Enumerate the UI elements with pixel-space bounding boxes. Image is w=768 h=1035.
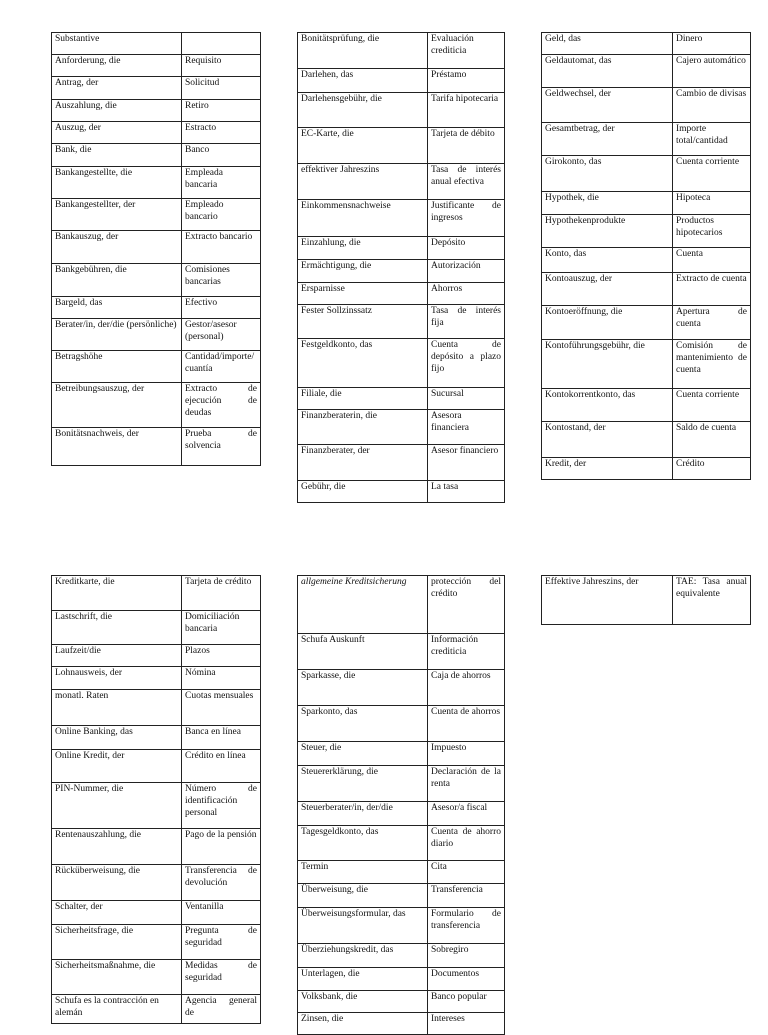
german-term-cell: Geldautomat, das — [542, 55, 673, 88]
spanish-translation-cell: Cuenta de ahorros — [428, 706, 505, 742]
spanish-translation-cell: Cambio de divisas — [673, 88, 751, 123]
table-row — [52, 100, 261, 122]
german-term-cell: Bank, die — [52, 144, 182, 167]
spanish-translation-cell: Solicitud — [182, 77, 261, 100]
spanish-translation-cell: Caja de ahorros — [428, 670, 505, 706]
german-term-cell: Darlehensgebühr, die — [298, 93, 428, 128]
table-row — [52, 55, 261, 77]
table-row — [298, 908, 505, 944]
table-row — [542, 576, 751, 625]
table-row — [52, 351, 261, 383]
table-row — [52, 667, 261, 690]
table-row — [298, 260, 505, 283]
table-row — [542, 88, 751, 123]
german-term-cell: Substantive — [52, 33, 182, 55]
table-row — [298, 200, 505, 237]
table-row — [542, 33, 751, 55]
spanish-translation-cell: TAE: Tasa anual equivalente — [673, 576, 751, 625]
german-term-cell: monatl. Raten — [52, 690, 182, 726]
spanish-translation-cell: Intereses — [428, 1013, 505, 1035]
table-row — [542, 306, 751, 340]
table-row — [298, 93, 505, 128]
german-term-cell: Volksbank, die — [298, 991, 428, 1013]
table-row — [298, 944, 505, 968]
spanish-translation-cell: Medidas de seguridad — [182, 960, 261, 995]
german-term-cell: Sicherheitsfrage, die — [52, 925, 182, 960]
german-term-cell: Kredit, der — [542, 458, 673, 480]
spanish-translation-cell: Justificante de ingresos — [428, 200, 505, 237]
german-term-cell: Bankangestellte, die — [52, 167, 182, 199]
spanish-translation-cell: Apertura de cuenta — [673, 306, 751, 340]
spanish-translation-cell: Cajero automático — [673, 55, 751, 88]
spanish-translation-cell: Banca en línea — [182, 726, 261, 750]
german-term-cell: Zinsen, die — [298, 1013, 428, 1035]
spanish-translation-cell: Sucursal — [428, 388, 505, 410]
german-term-cell: allgemeine Kreditsicherung — [298, 576, 428, 634]
table-row — [542, 340, 751, 389]
spanish-translation-cell: Extracto bancario — [182, 231, 261, 264]
table-row — [298, 802, 505, 826]
german-term-cell: Kontostand, der — [542, 422, 673, 458]
spanish-translation-cell: Banco — [182, 144, 261, 167]
spanish-translation-cell: Ventanilla — [182, 901, 261, 925]
german-term-cell: Hypothek, die — [542, 192, 673, 215]
table-row — [52, 726, 261, 750]
table-row — [542, 458, 751, 480]
spanish-translation-cell: Evaluación crediticia — [428, 33, 505, 69]
german-term-cell: Sparkonto, das — [298, 706, 428, 742]
german-term-cell: Kontoeröffnung, die — [542, 306, 673, 340]
spanish-translation-cell: Impuesto — [428, 742, 505, 766]
table-row — [52, 264, 261, 297]
spanish-translation-cell: Tasa de interés fija — [428, 305, 505, 339]
german-term-cell: Bankauszug, der — [52, 231, 182, 264]
german-term-cell: effektiver Jahreszins — [298, 164, 428, 200]
table-row — [542, 422, 751, 458]
german-term-cell: Konto, das — [542, 248, 673, 273]
german-term-cell: Hypothekenprodukte — [542, 215, 673, 248]
german-term-cell: Schufa es la contracción en alemán — [52, 995, 182, 1024]
spanish-translation-cell: Depósito — [428, 237, 505, 260]
table-row — [298, 69, 505, 93]
table-row — [52, 383, 261, 428]
german-term-cell: Online Kredit, der — [52, 750, 182, 783]
spanish-translation-cell: Tasa de interés anual efectiva — [428, 164, 505, 200]
table-row — [542, 389, 751, 422]
table-row — [542, 156, 751, 192]
spanish-translation-cell: Saldo de cuenta — [673, 422, 751, 458]
spanish-translation-cell: Plazos — [182, 645, 261, 667]
spanish-translation-cell: Extracto de ejecución de deudas — [182, 383, 261, 428]
spanish-translation-cell: Transferencia de devolución — [182, 865, 261, 901]
spanish-translation-cell: protección del crédito — [428, 576, 505, 634]
spanish-translation-cell: Tarjeta de crédito — [182, 576, 261, 611]
german-term-cell: Berater/in, der/die (persönliche) — [52, 319, 182, 351]
table-row — [52, 783, 261, 829]
german-term-cell: Schufa Auskunft — [298, 634, 428, 670]
spanish-translation-cell: Cuenta de ahorro diario — [428, 826, 505, 861]
table-row — [52, 144, 261, 167]
german-term-cell: Unterlagen, die — [298, 968, 428, 991]
spanish-translation-cell: Prueba de solvencia — [182, 428, 261, 466]
table-row — [298, 33, 505, 69]
spanish-translation-cell: Comisiones bancarias — [182, 264, 261, 297]
spanish-translation-cell: Cantidad/importe/cuantía — [182, 351, 261, 383]
spanish-translation-cell: Cuenta corriente — [673, 156, 751, 192]
german-term-cell: Auszug, der — [52, 122, 182, 144]
table-row — [52, 77, 261, 100]
german-term-cell: Kreditkarte, die — [52, 576, 182, 611]
german-term-cell: Bankgebühren, die — [52, 264, 182, 297]
german-term-cell: Antrag, der — [52, 77, 182, 100]
german-term-cell: Ermächtigung, die — [298, 260, 428, 283]
table-row — [52, 750, 261, 783]
table-row — [298, 742, 505, 766]
table-row — [52, 611, 261, 645]
spanish-translation-cell: Crédito en línea — [182, 750, 261, 783]
german-term-cell: Überweisung, die — [298, 884, 428, 908]
spanish-translation-cell: Agencia general de — [182, 995, 261, 1024]
table-row — [298, 991, 505, 1013]
table-row — [298, 388, 505, 410]
spanish-translation-cell: Tarifa hipotecaria — [428, 93, 505, 128]
spanish-translation-cell: Asesor financiero — [428, 445, 505, 481]
spanish-translation-cell: Estracto — [182, 122, 261, 144]
table-row — [52, 960, 261, 995]
german-term-cell: Rentenauszahlung, die — [52, 829, 182, 865]
german-term-cell: Bonitätsprüfung, die — [298, 33, 428, 69]
german-term-cell: Betragshöhe — [52, 351, 182, 383]
spanish-translation-cell: Banco popular — [428, 991, 505, 1013]
german-term-cell: Steuer, die — [298, 742, 428, 766]
table-row — [542, 273, 751, 306]
spanish-translation-cell: Cuotas mensuales — [182, 690, 261, 726]
german-term-cell: Lastschrift, die — [52, 611, 182, 645]
spanish-translation-cell: Crédito — [673, 458, 751, 480]
table-row — [298, 826, 505, 861]
spanish-translation-cell — [182, 33, 261, 55]
glossary-table-2 — [297, 32, 505, 503]
german-term-cell: PIN-Nummer, die — [52, 783, 182, 829]
german-term-cell: Kontoauszug, der — [542, 273, 673, 306]
german-term-cell: Geldwechsel, der — [542, 88, 673, 123]
spanish-translation-cell: Hipoteca — [673, 192, 751, 215]
german-term-cell: Filiale, die — [298, 388, 428, 410]
spanish-translation-cell: Nómina — [182, 667, 261, 690]
german-term-cell: Fester Sollzinssatz — [298, 305, 428, 339]
spanish-translation-cell: Pregunta de seguridad — [182, 925, 261, 960]
table-row — [52, 231, 261, 264]
german-term-cell: Laufzeit/die — [52, 645, 182, 667]
spanish-translation-cell: Productos hipotecarios — [673, 215, 751, 248]
table-row — [298, 706, 505, 742]
german-term-cell: Bankangestellter, der — [52, 199, 182, 231]
german-term-cell: Steuerberater/in, der/die — [298, 802, 428, 826]
table-row — [298, 968, 505, 991]
german-term-cell: Kontoführungsgebühr, die — [542, 340, 673, 389]
spanish-translation-cell: Ahorros — [428, 283, 505, 305]
spanish-translation-cell: Extracto de cuenta — [673, 273, 751, 306]
table-row — [52, 645, 261, 667]
table-row — [298, 410, 505, 445]
german-term-cell: EC-Karte, die — [298, 128, 428, 164]
table-row — [52, 297, 261, 319]
table-row — [298, 445, 505, 481]
german-term-cell: Geld, das — [542, 33, 673, 55]
table-row — [298, 861, 505, 884]
table-row — [298, 481, 505, 503]
spanish-translation-cell: Empleado bancario — [182, 199, 261, 231]
glossary-table-1 — [51, 32, 261, 466]
glossary-table-5 — [297, 575, 505, 1035]
german-term-cell: Lohnausweis, der — [52, 667, 182, 690]
spanish-translation-cell: Documentos — [428, 968, 505, 991]
table-row — [52, 167, 261, 199]
table-row — [52, 829, 261, 865]
spanish-translation-cell: Sobregiro — [428, 944, 505, 968]
german-term-cell: Bargeld, das — [52, 297, 182, 319]
table-row — [542, 248, 751, 273]
table-row — [298, 634, 505, 670]
german-term-cell: Online Banking, das — [52, 726, 182, 750]
table-row — [542, 123, 751, 156]
german-term-cell: Schalter, der — [52, 901, 182, 925]
german-term-cell: Termin — [298, 861, 428, 884]
german-term-cell: Sparkasse, die — [298, 670, 428, 706]
german-term-cell: Ersparnisse — [298, 283, 428, 305]
table-row — [298, 128, 505, 164]
table-row — [52, 122, 261, 144]
german-term-cell: Girokonto, das — [542, 156, 673, 192]
german-term-cell: Steuererklärung, die — [298, 766, 428, 802]
german-term-cell: Tagesgeldkonto, das — [298, 826, 428, 861]
spanish-translation-cell: Cuenta de depósito a plazo fijo — [428, 339, 505, 388]
german-term-cell: Gebühr, die — [298, 481, 428, 503]
german-term-cell: Effektive Jahreszins, der — [542, 576, 673, 625]
table-row — [298, 670, 505, 706]
german-term-cell: Anforderung, die — [52, 55, 182, 77]
table-row — [298, 237, 505, 260]
table-row — [298, 339, 505, 388]
table-row — [52, 865, 261, 901]
spanish-translation-cell: Cita — [428, 861, 505, 884]
table-row — [298, 164, 505, 200]
german-term-cell: Bonitätsnachweis, der — [52, 428, 182, 466]
spanish-translation-cell: Importe total/cantidad — [673, 123, 751, 156]
german-term-cell: Gesamtbetrag, der — [542, 123, 673, 156]
spanish-translation-cell: Tarjeta de débito — [428, 128, 505, 164]
german-term-cell: Auszahlung, die — [52, 100, 182, 122]
table-row — [298, 576, 505, 634]
table-row — [52, 925, 261, 960]
table-row — [52, 576, 261, 611]
spanish-translation-cell: Cuenta corriente — [673, 389, 751, 422]
spanish-translation-cell: Empleada bancaria — [182, 167, 261, 199]
table-row — [542, 192, 751, 215]
german-term-cell: Sicherheitsmaßnahme, die — [52, 960, 182, 995]
table-row — [52, 428, 261, 466]
table-row — [52, 199, 261, 231]
german-term-cell: Finanzberater, der — [298, 445, 428, 481]
spanish-translation-cell: Declaración de la renta — [428, 766, 505, 802]
german-term-cell: Einzahlung, die — [298, 237, 428, 260]
table-row — [542, 215, 751, 248]
spanish-translation-cell: Gestor/asesor (personal) — [182, 319, 261, 351]
german-term-cell: Festgeldkonto, das — [298, 339, 428, 388]
glossary-table-3 — [541, 32, 751, 480]
table-row — [298, 884, 505, 908]
table-row — [542, 55, 751, 88]
spanish-translation-cell: Autorización — [428, 260, 505, 283]
spanish-translation-cell: Requisito — [182, 55, 261, 77]
spanish-translation-cell: Pago de la pensión — [182, 829, 261, 865]
spanish-translation-cell: Préstamo — [428, 69, 505, 93]
table-row — [52, 33, 261, 55]
german-term-cell: Finanzberaterin, die — [298, 410, 428, 445]
german-term-cell: Überziehungskredit, das — [298, 944, 428, 968]
spanish-translation-cell: Comisión de mantenimiento de cuenta — [673, 340, 751, 389]
table-row — [298, 766, 505, 802]
spanish-translation-cell: Domiciliación bancaria — [182, 611, 261, 645]
spanish-translation-cell: Retiro — [182, 100, 261, 122]
spanish-translation-cell: Número de identificación personal — [182, 783, 261, 829]
spanish-translation-cell: Transferencia — [428, 884, 505, 908]
german-term-cell: Einkommensnachweise — [298, 200, 428, 237]
german-term-cell: Rücküberweisung, die — [52, 865, 182, 901]
spanish-translation-cell: Información crediticia — [428, 634, 505, 670]
german-term-cell: Betreibungsauszug, der — [52, 383, 182, 428]
spanish-translation-cell: Formulario de transferencia — [428, 908, 505, 944]
spanish-translation-cell: Dinero — [673, 33, 751, 55]
table-row — [52, 690, 261, 726]
german-term-cell: Kontokorrentkonto, das — [542, 389, 673, 422]
table-row — [298, 305, 505, 339]
table-row — [52, 901, 261, 925]
spanish-translation-cell: Asesora financiera — [428, 410, 505, 445]
table-row — [52, 995, 261, 1024]
table-row — [298, 283, 505, 305]
spanish-translation-cell: Efectivo — [182, 297, 261, 319]
glossary-table-6 — [541, 575, 751, 625]
german-term-cell: Darlehen, das — [298, 69, 428, 93]
spanish-translation-cell: Cuenta — [673, 248, 751, 273]
spanish-translation-cell: Asesor/a fiscal — [428, 802, 505, 826]
table-row — [52, 319, 261, 351]
german-term-cell: Überweisungsformular, das — [298, 908, 428, 944]
spanish-translation-cell: La tasa — [428, 481, 505, 503]
glossary-table-4 — [51, 575, 261, 1024]
